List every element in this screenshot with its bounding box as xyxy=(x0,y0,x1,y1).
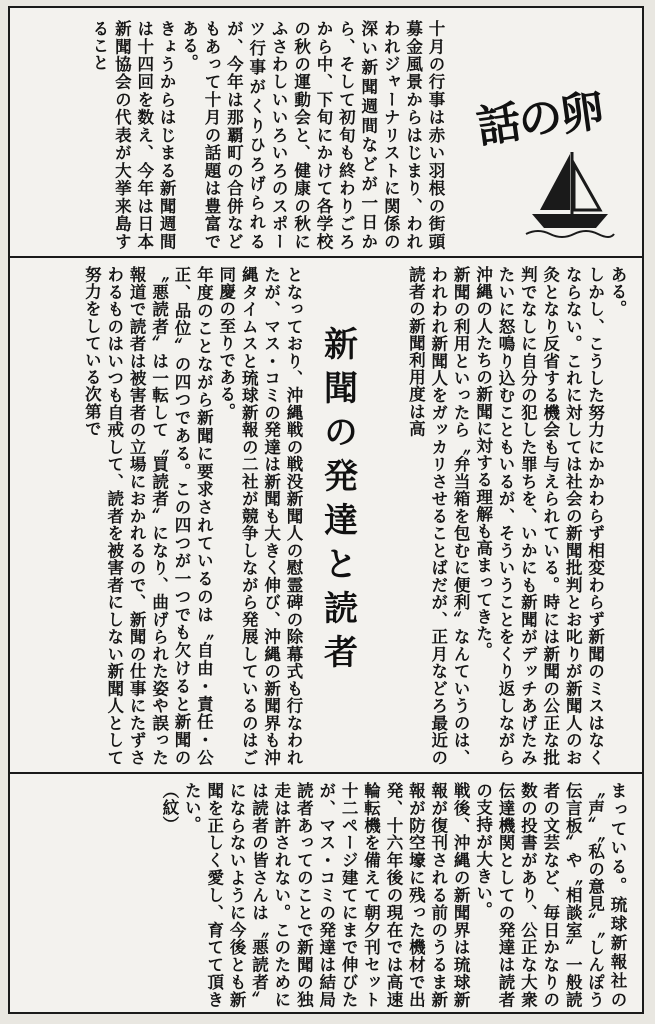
paragraph: きょうからはじまる新聞週間は十四回を数え、今年は日本新聞協会の代表が大挙来島すること xyxy=(89,20,177,250)
paragraph: 年度のことながら新聞に要求されているのは〝自由・責任・公正、品位〟の四つである。この四つが一つでも欠けると新聞の〝悪読者〟は一転して〝買読者〟になり、曲げられた姿や誤った報道で読者は被害者の立場におかれるので、新聞の仕事にたずさわるものはいつも自戒して、読者を被害者にしない新聞人として努力をしている次第で xyxy=(82,266,214,766)
article-top-block xyxy=(89,20,446,250)
article-middle-right-block xyxy=(328,266,628,766)
paragraph: 戦後、沖縄の新聞界は琉球新報が復刊される前のうるま新報が防空壕に残った機材で出発、十六年後の現在では高速輪転機を備えて朝夕刊セット十二ページ建てにまで伸びたが、マス・コミの発達は結局読者あってのことで新聞の独走は許されない。このためには読者の皆さんは〝悪読者〟にならないように今後とも新聞を正しく愛し、育てて頂きたい。 xyxy=(182,782,471,1008)
article-middle-left-block xyxy=(24,266,304,766)
paragraph: 十月の行事は赤い羽根の街頭募金風景からはじまり、われわれジャーナリストに関係の深い新聞週間などが一日から、そして初旬も終わりごろから中、下旬にかけて各学校の秋の運動会と、健康の秋にふさわしいいろいろのスポーツ行事がくりひろげられるが、今年は那覇町の合併などもあって十月の話題は豊富である。 xyxy=(179,20,445,250)
article-bottom-block xyxy=(24,782,628,1008)
column-title: 話の卵 xyxy=(473,85,606,154)
paragraph: ある。 xyxy=(608,266,627,318)
paragraph: 新聞の利用といったら〝弁当箱を包むに便利〟なんていうのは、われわれ新聞人をガッカリさせることばだが、正月などろ最近の読者の新聞利用度は高 xyxy=(406,266,471,766)
article-headline: 新聞の発達と読者 xyxy=(317,326,358,678)
sailboat-icon xyxy=(524,148,614,238)
divider xyxy=(10,256,642,258)
paragraph: となっており、沖縄戦の戦没新聞人の慰霊碑の除幕式も行なわれたが、マス・コミの発達は新聞も大きく伸び、沖縄の新聞界も沖縄タイムスと琉球新報の二社が競争しながら発展しているのはご同慶の至りである。 xyxy=(216,266,303,766)
paragraph: しかし、こうした努力にかかわらず相変わらず新聞のミスはなくならない。これに対しては社会の新聞批判とお叱りが新聞人のお灸となり反省する機会も与えられている。時には新聞の公正な批判でなしに自分の犯した罪ちを、いかにも新聞がデッチあげたみたいに怒鳴り込むこともいるが、そういうことをくり返しながら沖縄の人たちの新聞に対する理解も高まってきた。 xyxy=(473,266,605,766)
newspaper-clipping xyxy=(8,6,644,1014)
column-masthead xyxy=(472,30,632,240)
headline-box xyxy=(306,326,370,686)
paragraph: まっている。琉球新報社の〝声〟〝私の意見〟〝しんぽう伝言板〟や〝相談室〟一般読者の文芸など、毎日かなりの数の投書があり、公正な大衆伝達機関としての発達は読者の支持が大きい。 xyxy=(473,782,627,1008)
divider xyxy=(10,772,642,774)
author-signature: （紋） xyxy=(159,782,179,834)
